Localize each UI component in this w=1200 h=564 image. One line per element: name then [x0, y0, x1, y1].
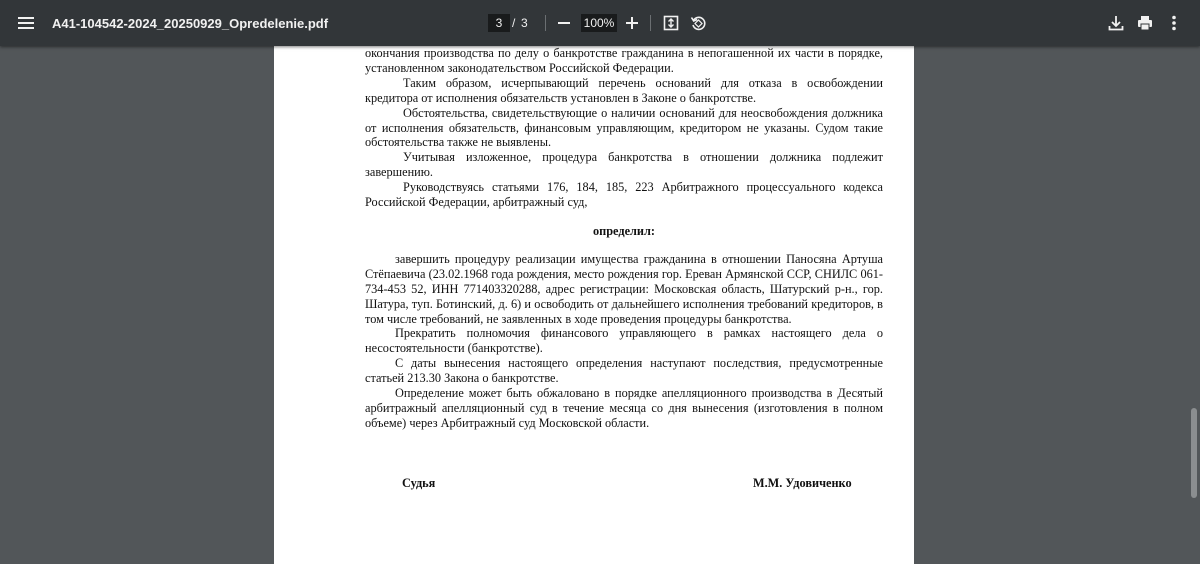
- page-separator: /: [512, 16, 516, 30]
- plus-icon[interactable]: [618, 9, 646, 37]
- paragraph: С даты вынесения настоящего определения наступают последствия, предусмотренные статьей 213.30 Закона о банкротстве.: [365, 356, 883, 386]
- print-icon[interactable]: [1131, 9, 1159, 37]
- paragraph: завершить процедуру реализации имущества гражданина в отношении Паносяна Артуша Стёпаевича (23.02.1968 года рождения, место рождения гор. Ереван Армянской ССР, СНИЛС 061-734-453 52, ИНН 771403320288, адрес регистрации: Московская область, Шатурский р-н., гор. Шатура, туп. Ботинский, д. 6) и освободить от дальнейшего исполнения требований кредиторов, в том числе требований, не заявленных в ходе проведения процедуры банкротства.: [365, 251, 883, 326]
- vertical-scrollbar[interactable]: [1188, 46, 1200, 564]
- signature-role: Судья: [402, 476, 436, 490]
- file-name: A41-104542-2024_20250929_Opredelenie.pdf: [52, 15, 329, 31]
- total-pages: 3: [521, 16, 528, 30]
- toolbar-divider: [545, 15, 546, 31]
- paragraph: Таким образом, исчерпывающий перечень оснований для отказа в освобождении кредитора от исполнения обязательств установлен в Законе о банкротстве.: [365, 75, 883, 105]
- ruling-heading: определил:: [592, 223, 656, 238]
- pdf-viewer[interactable]: [0, 46, 1200, 564]
- rotate-icon[interactable]: [684, 9, 712, 37]
- download-icon[interactable]: [1102, 9, 1130, 37]
- scrollbar-thumb[interactable]: [1191, 408, 1197, 498]
- fit-to-page-icon[interactable]: [657, 9, 685, 37]
- paragraph: Учитывая изложенное, процедура банкротства в отношении должника подлежит завершению.: [365, 150, 883, 180]
- paragraph: Прекратить полномочия финансового управляющего в рамках настоящего дела о несостоятельности (банкротстве).: [365, 326, 883, 356]
- toolbar-divider: [650, 15, 651, 31]
- page-number-input[interactable]: [488, 14, 510, 32]
- pdf-toolbar: [0, 0, 1200, 46]
- paragraph: Определение может быть обжаловано в порядке апелляционного производства в Десятый арбитражный апелляционный суд в течение месяца со дня вынесения (изготовления в полном объеме) через Арбитражный суд Московской области.: [365, 386, 883, 430]
- document-text: [365, 46, 883, 431]
- menu-icon[interactable]: [12, 9, 40, 37]
- signature-name: М.М. Удовиченко: [753, 476, 852, 490]
- paragraph: Обстоятельства, свидетельствующие о наличии оснований для неосвобождения должника от исполнения обязательств, финансовым управляющим, кредитором не указаны. Судом такие обстоятельства также не выявлены.: [365, 105, 883, 150]
- paragraph: окончания производства по делу о банкротстве гражданина в непогашенной их части в порядке, установленном законодательством Российской Федерации.: [365, 46, 883, 75]
- more-vertical-icon[interactable]: [1160, 9, 1188, 37]
- pdf-page: [274, 46, 914, 564]
- minus-icon[interactable]: [550, 9, 578, 37]
- paragraph: Руководствуясь статьями 176, 184, 185, 223 Арбитражного процессуального кодекса Российской Федерации, арбитражный суд,: [365, 180, 883, 210]
- zoom-level-input[interactable]: [581, 14, 617, 32]
